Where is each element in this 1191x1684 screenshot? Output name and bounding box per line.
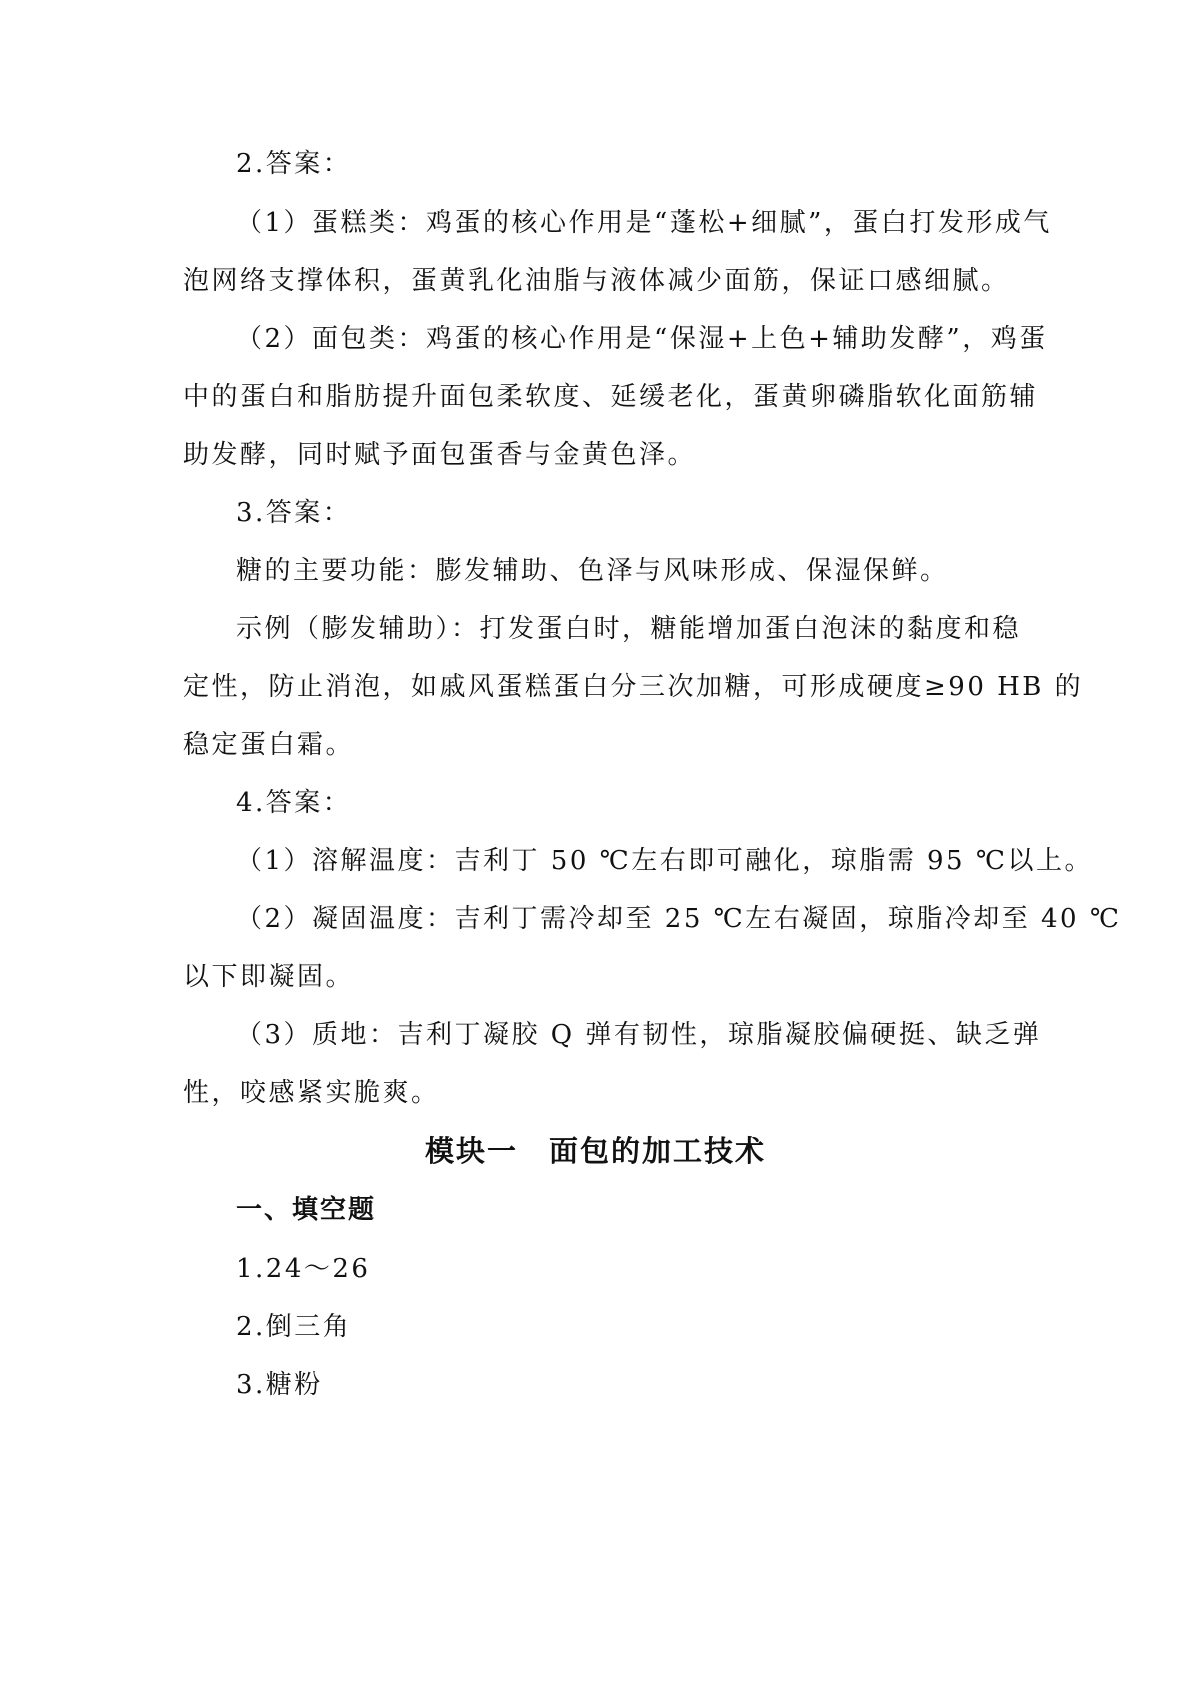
paragraph-line: （2）面包类：鸡蛋的核心作用是“保湿+上色+辅助发酵”，鸡蛋 <box>236 324 1048 354</box>
fill-in-answer: 1.24～26 <box>236 1254 371 1284</box>
paragraph-line: 稳定蛋白霜。 <box>183 730 355 760</box>
paragraph-line: 糖的主要功能：膨发辅助、色泽与风味形成、保湿保鲜。 <box>236 556 949 586</box>
paragraph-line: 定性，防止消泡，如戚风蛋糕蛋白分三次加糖，可形成硬度≥90 HB 的 <box>183 672 1084 702</box>
module-title: 模块一 面包的加工技术 <box>424 1134 766 1168</box>
answer-4-label: 4.答案： <box>236 788 352 818</box>
paragraph-line: 以下即凝固。 <box>183 962 355 992</box>
paragraph-line: （1）溶解温度：吉利丁 50 ℃左右即可融化，琼脂需 95 ℃以上。 <box>236 846 1093 876</box>
fill-in-answer: 2.倒三角 <box>236 1312 352 1342</box>
paragraph-line: （2）凝固温度：吉利丁需冷却至 25 ℃左右凝固，琼脂冷却至 40 ℃ <box>236 904 1122 934</box>
paragraph-line: 泡网络支撑体积，蛋黄乳化油脂与液体减少面筋，保证口感细腻。 <box>183 266 1010 296</box>
paragraph-line: （1）蛋糕类：鸡蛋的核心作用是“蓬松+细腻”，蛋白打发形成气 <box>236 208 1052 238</box>
answer-2-label: 2.答案： <box>236 149 352 179</box>
answer-3-label: 3.答案： <box>236 498 352 528</box>
paragraph-line: 中的蛋白和脂肪提升面包柔软度、延缓老化，蛋黄卵磷脂软化面筋辅 <box>183 382 1039 412</box>
paragraph-line: （3）质地：吉利丁凝胶 Q 弹有韧性，琼脂凝胶偏硬挺、缺乏弹 <box>236 1020 1042 1050</box>
fill-in-answer: 3.糖粉 <box>236 1370 323 1400</box>
paragraph-line: 性，咬感紧实脆爽。 <box>183 1078 440 1108</box>
paragraph-line: 示例（膨发辅助）：打发蛋白时，糖能增加蛋白泡沫的黏度和稳 <box>236 614 1022 644</box>
paragraph-line: 助发酵，同时赋予面包蛋香与金黄色泽。 <box>183 440 697 470</box>
section-title: 一、填空题 <box>236 1195 377 1225</box>
